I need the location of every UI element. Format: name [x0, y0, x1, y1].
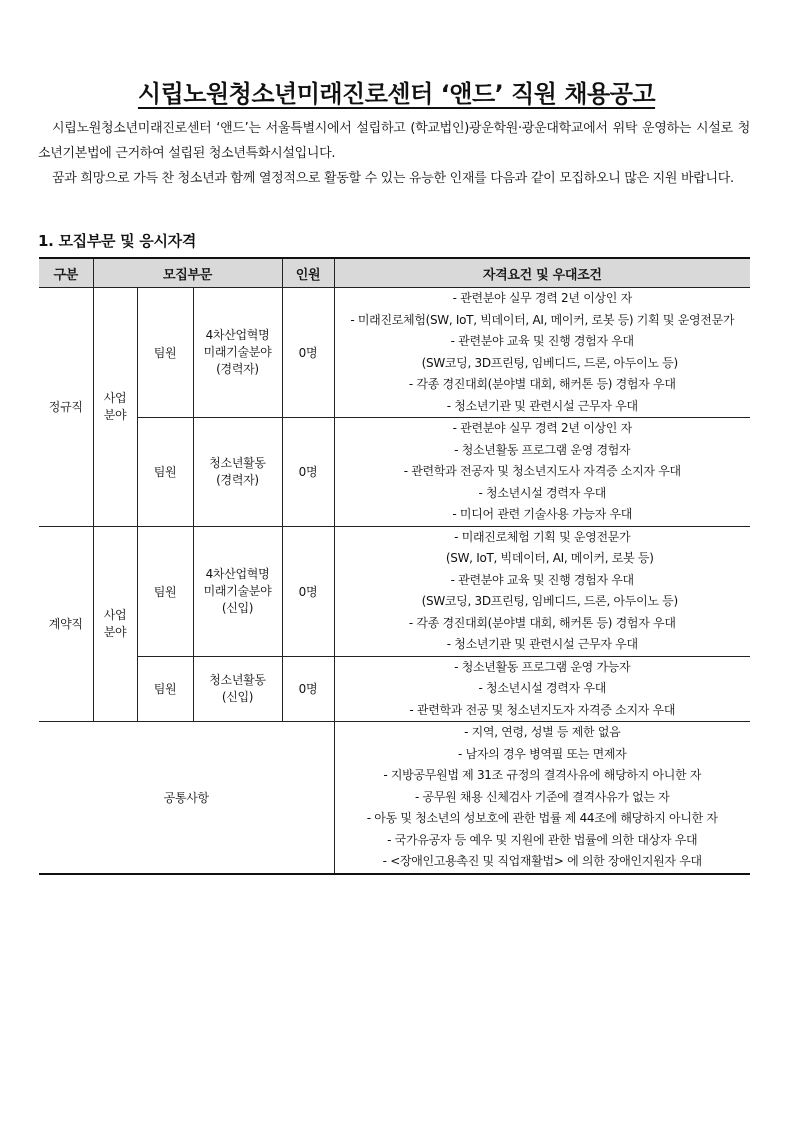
common-label-cell: 공통사항 [39, 722, 334, 874]
requirement-item: - 지방공무원법 제 31조 규정의 결격사유에 해당하지 아니한 자 [383, 768, 702, 782]
header-requirements: 자격요건 및 우대조건 [334, 258, 750, 288]
requirements-cell [334, 288, 750, 418]
requirement-item: - 청소년시설 경력자 우대 [478, 681, 606, 695]
count-cell: 0명 [282, 418, 334, 527]
field-line: 사업 [103, 607, 127, 622]
category-cell: 정규직 [39, 288, 93, 527]
division-line: 미래기술분야 [203, 345, 272, 359]
intro-paragraph-2: 꿈과 희망으로 가득 찬 청소년과 함께 열정적으로 활동할 수 있는 유능한 인재를 다음과 같이 모집하오니 많은 지원 바랍니다. [52, 171, 734, 186]
requirement-item: - 청소년활동 프로그램 운영 가능자 [454, 659, 631, 674]
requirements-cell [334, 418, 750, 527]
requirement-item: - 미래진로체험 기획 및 운영전문가 [454, 529, 631, 544]
count-cell: 0명 [282, 526, 334, 656]
intro-paragraph-1: 시립노원청소년미래진로센터 ‘앤드’는 서울특별시에서 설립하고 (학교법인)광운학원·광운대학교에서 위탁 운영하는 시설로 청소년기본법에 근거하여 설립된 청소년특화시설입니다. [38, 121, 750, 161]
field-line: 분야 [103, 407, 127, 422]
count-cell: 0명 [282, 288, 334, 418]
table-row [39, 722, 750, 874]
division-line: (경력자) [216, 362, 259, 376]
requirements-cell [334, 656, 750, 722]
requirement-item: - 아동 및 청소년의 성보호에 관한 법률 제 44조에 해당하지 아니한 자 [366, 811, 718, 825]
requirement-item: - 남자의 경우 병역필 또는 면제자 [458, 746, 627, 761]
requirement-item: - 청소년기관 및 관련시설 근무자 우대 [446, 637, 638, 651]
requirements-list [335, 288, 751, 417]
requirement-item: - 미디어 관련 기술사용 가능자 우대 [452, 507, 633, 521]
division-line: 4차산업혁명 [205, 328, 270, 342]
requirement-item: - 관련분야 실무 경력 2년 이상인 자 [452, 291, 632, 305]
table-row [39, 418, 750, 527]
requirements-list [335, 722, 751, 873]
requirement-item: - 관련분야 실무 경력 2년 이상인 자 [452, 421, 632, 435]
header-category: 구분 [39, 258, 93, 288]
requirement-item: (SW코딩, 3D프린팅, 임베디드, 드론, 아두이노 등) [421, 355, 678, 370]
table-row [39, 288, 750, 418]
requirement-item: - <장애인고용촉진 및 직업재활법> 에 의한 장애인지원자 우대 [382, 854, 702, 868]
common-requirements-cell [334, 722, 750, 874]
division-cell [193, 656, 282, 722]
division-line: (신입) [221, 689, 254, 704]
field-line: 사업 [103, 390, 127, 405]
requirement-item: - 공무원 채용 신체검사 기준에 결격사유가 없는 자 [415, 789, 670, 804]
requirement-item: - 관련분야 교육 및 진행 경험자 우대 [450, 334, 634, 348]
requirement-item: - 청소년시설 경력자 우대 [478, 485, 606, 500]
division-cell [193, 288, 282, 418]
division-line: 청소년활동 [209, 455, 266, 470]
division-line: 미래기술분야 [203, 583, 272, 598]
requirement-item: - 관련분야 교육 및 진행 경험자 우대 [450, 572, 634, 587]
requirement-item: - 관련학과 전공 및 청소년지도자 자격증 소지자 우대 [409, 702, 676, 717]
requirements-list [335, 527, 751, 656]
count-cell: 0명 [282, 656, 334, 722]
division-line: 4차산업혁명 [205, 566, 270, 581]
requirements-list [335, 657, 751, 722]
division-cell [193, 418, 282, 527]
header-division: 모집부문 [93, 258, 282, 288]
division-line: 청소년활동 [209, 672, 266, 687]
field-cell [93, 288, 137, 527]
requirement-item: (SW, IoT, 빅데이터, AI, 메이커, 로봇 등) [445, 551, 654, 565]
rank-cell: 팀원 [137, 418, 193, 527]
document-title: 시립노원청소년미래진로센터 ‘앤드’ 직원 채용공고 [137, 80, 656, 108]
division-cell [193, 526, 282, 656]
rank-cell: 팀원 [137, 288, 193, 418]
rank-cell: 팀원 [137, 526, 193, 656]
table-header-row [39, 258, 750, 288]
field-line: 분야 [103, 624, 127, 639]
requirements-list [335, 418, 751, 526]
section-heading-recruitment: 1. 모집부문 및 응시자격 [38, 232, 197, 250]
header-count: 인원 [282, 258, 334, 288]
requirement-item: (SW코딩, 3D프린팅, 임베디드, 드론, 아두이노 등) [421, 594, 678, 608]
requirement-item: - 청소년활동 프로그램 운영 경험자 [454, 442, 631, 457]
requirement-item: - 청소년기관 및 관련시설 근무자 우대 [446, 398, 638, 413]
division-line: (경력자) [216, 472, 259, 487]
field-cell [93, 526, 137, 722]
requirement-item: - 관련학과 전공자 및 청소년지도사 자격증 소지자 우대 [403, 464, 681, 478]
requirement-item: - 국가유공자 등 예우 및 지원에 관한 법률에 의한 대상자 우대 [387, 832, 698, 847]
requirement-item: - 미래진로체험(SW, IoT, 빅데이터, AI, 메이커, 로봇 등) 기획 및 운영전문가 [350, 312, 735, 327]
requirement-item: - 각종 경진대회(분야별 대회, 해커톤 등) 경험자 우대 [408, 615, 676, 630]
requirement-item: - 지역, 연령, 성별 등 제한 없음 [464, 725, 621, 739]
requirement-item: - 각종 경진대회(분야별 대회, 해커톤 등) 경험자 우대 [408, 377, 676, 391]
requirements-cell [334, 526, 750, 656]
rank-cell: 팀원 [137, 656, 193, 722]
recruitment-table [39, 257, 750, 875]
table-row [39, 526, 750, 656]
division-line: (신입) [221, 600, 254, 615]
intro-text [38, 116, 750, 191]
table-row [39, 656, 750, 722]
category-cell: 계약직 [39, 526, 93, 722]
